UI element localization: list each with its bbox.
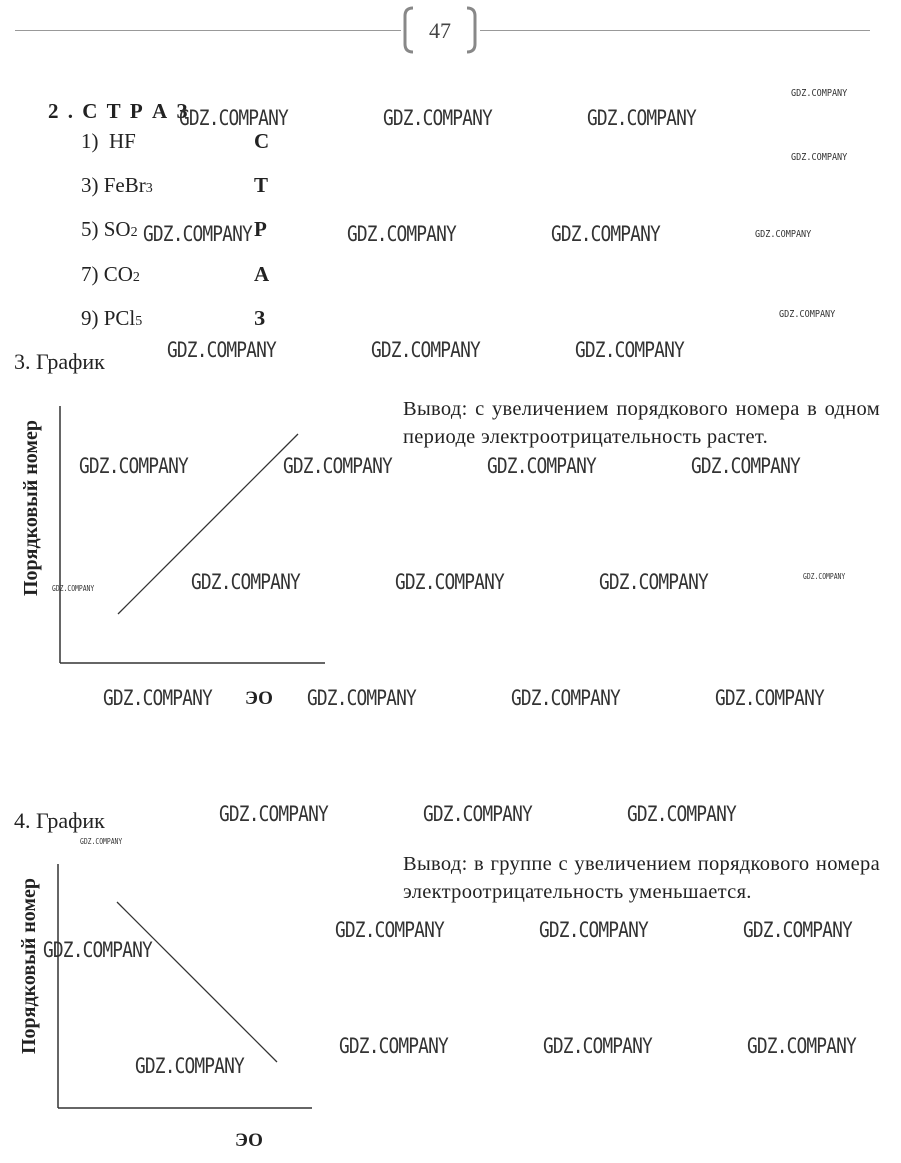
q2-letter: А <box>254 262 270 286</box>
watermark-text: GDZ.COMPANY <box>599 570 708 594</box>
watermark-text: GDZ.COMPANY <box>743 918 852 942</box>
watermark-text: GDZ.COMPANY <box>191 570 300 594</box>
q2-letter: С <box>254 129 270 153</box>
watermark-text: GDZ.COMPANY <box>383 106 492 130</box>
watermark-text: GDZ.COMPANY <box>135 1054 244 1078</box>
page-number: 47 <box>429 18 451 43</box>
watermark-text: GDZ.COMPANY <box>715 686 824 710</box>
watermark-text: GDZ.COMPANY <box>587 106 696 130</box>
watermark-text: GDZ.COMPANY <box>103 686 212 710</box>
q4-y-label: Порядковый номер <box>18 877 40 1055</box>
q2-formula: 9) PCl5 <box>81 306 143 330</box>
watermark-text: GDZ.COMPANY <box>143 222 252 246</box>
q2-title: 2 . С Т Р А З <box>48 99 190 123</box>
watermark-text: GDZ.COMPANY <box>371 338 480 362</box>
q2-formula: 5) SO2 <box>81 217 138 241</box>
watermark-text: GDZ.COMPANY <box>487 454 596 478</box>
q2-letter: Р <box>254 217 267 241</box>
watermark-text: GDZ.COMPANY <box>52 584 95 593</box>
watermark-text: GDZ.COMPANY <box>347 222 456 246</box>
watermark-text: GDZ.COMPANY <box>747 1034 856 1058</box>
q3-y-label: Порядковый номер <box>20 419 42 597</box>
watermark-text: GDZ.COMPANY <box>80 837 123 846</box>
watermark-text: GDZ.COMPANY <box>283 454 392 478</box>
q4-x-label: ЭО <box>235 1130 263 1151</box>
watermark-text: GDZ.COMPANY <box>551 222 660 246</box>
watermark-text: GDZ.COMPANY <box>335 918 444 942</box>
q2-formula: 7) CO2 <box>81 262 140 286</box>
watermark-text: GDZ.COMPANY <box>179 106 288 130</box>
watermark-text: GDZ.COMPANY <box>755 229 812 240</box>
watermark-text: GDZ.COMPANY <box>543 1034 652 1058</box>
watermark-text: GDZ.COMPANY <box>395 570 504 594</box>
watermark-text: GDZ.COMPANY <box>539 918 648 942</box>
watermark-text: GDZ.COMPANY <box>791 88 848 99</box>
q2-formula: 3) FeBr3 <box>81 173 153 197</box>
watermark-text: GDZ.COMPANY <box>339 1034 448 1058</box>
q2-letter: З <box>254 306 266 330</box>
watermark-text: GDZ.COMPANY <box>79 454 188 478</box>
q4-title: 4. График <box>14 808 105 833</box>
watermark-text: GDZ.COMPANY <box>423 802 532 826</box>
watermark-text: GDZ.COMPANY <box>627 802 736 826</box>
watermark-text: GDZ.COMPANY <box>803 572 846 581</box>
q3-x-label: ЭО <box>245 688 273 709</box>
watermark-text: GDZ.COMPANY <box>691 454 800 478</box>
watermark-text: GDZ.COMPANY <box>791 152 848 163</box>
watermark-text: GDZ.COMPANY <box>511 686 620 710</box>
watermark-text: GDZ.COMPANY <box>43 938 152 962</box>
watermark-text: GDZ.COMPANY <box>167 338 276 362</box>
q2-formula: 1) HF <box>81 129 136 153</box>
q4-conclusion: Вывод: в группе с увеличением порядкового номера электроотрицательность уменьшается. <box>403 853 880 903</box>
watermark-text: GDZ.COMPANY <box>575 338 684 362</box>
watermark-text: GDZ.COMPANY <box>219 802 328 826</box>
watermark-text: GDZ.COMPANY <box>779 309 836 320</box>
q3-title: 3. График <box>14 349 105 374</box>
q4-trend-line <box>117 902 277 1062</box>
watermark-text: GDZ.COMPANY <box>307 686 416 710</box>
q2-letter: Т <box>254 173 269 197</box>
q3-conclusion: Вывод: с увеличением порядкового номера в одном периоде электроотрицательность растет. <box>403 398 880 448</box>
